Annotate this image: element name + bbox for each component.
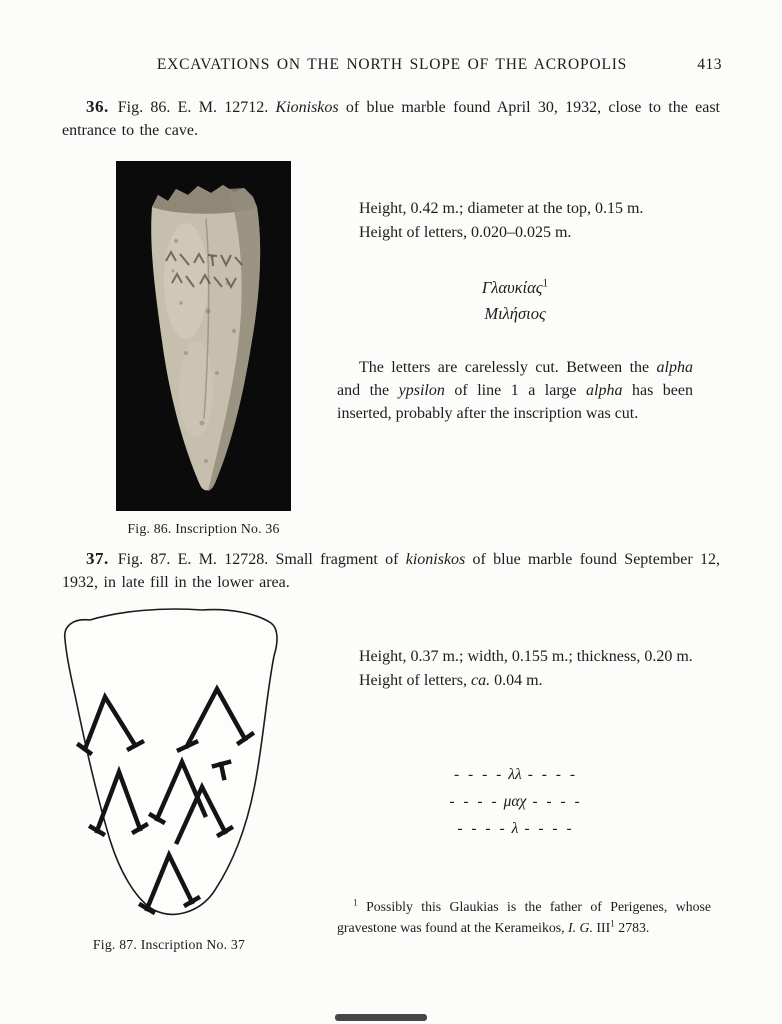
entry-37-intro xyxy=(62,548,720,594)
footnote-seg3: III xyxy=(592,919,611,935)
commentary-seg3: and the xyxy=(337,382,399,399)
dashes-right: - - - - xyxy=(527,766,576,783)
entry-37-inscription-text xyxy=(337,761,693,842)
figure-86 xyxy=(116,161,291,511)
fragment-line-3-greek: λ xyxy=(511,820,519,837)
inscription-line-1 xyxy=(337,275,693,301)
dashes-left: - - - - xyxy=(457,820,506,837)
footnote-1 xyxy=(337,897,711,938)
letters-height-post: 0.04 m. xyxy=(490,671,543,689)
fragment-line-2-greek: μαχ xyxy=(503,793,527,810)
entry-36-intro-pre: Fig. 86. E. M. 12712. xyxy=(117,99,276,116)
footnote-ig-italic: I. G. xyxy=(568,919,593,935)
fragment-line-1 xyxy=(337,761,693,788)
page-title: EXCAVATIONS ON THE NORTH SLOPE OF THE ACROPOLIS xyxy=(156,56,628,73)
commentary-seg6: alpha xyxy=(586,382,623,399)
entry-36-dimensions xyxy=(337,197,719,244)
inscription-line-2 xyxy=(337,301,693,327)
entry-37-number: 37. xyxy=(86,549,109,568)
fragment-line-2 xyxy=(337,788,693,815)
commentary-seg2: alpha xyxy=(656,359,693,376)
entry-37-intro-post: of blue marble found September 12, 1932, in late fill in the lower area. xyxy=(62,551,720,591)
entry-37-intro-pre: Fig. 87. E. M. 12728. Small fragment of xyxy=(117,551,406,568)
entry-37-dimensions-line1: Height, 0.37 m.; width, 0.155 m.; thickness, 0.20 m. xyxy=(359,648,693,665)
dashes-right: - - - - xyxy=(532,793,581,810)
fragment-drawing xyxy=(52,603,287,933)
entry-36-dimensions-line2: Height of letters, 0.020–0.025 m. xyxy=(359,223,572,241)
running-head xyxy=(62,56,722,74)
letters-height-pre: Height of letters, xyxy=(359,671,471,689)
dashes-left: - - - - xyxy=(449,793,498,810)
page-number: 413 xyxy=(697,56,722,73)
letters-height-circa: ca. xyxy=(470,671,491,689)
dashes-right: - - - - xyxy=(524,820,573,837)
inscription-line-1-text: Γλαυκίας xyxy=(481,278,543,297)
entry-36-intro-post: of blue marble found April 30, 1932, close to the east entrance to the cave. xyxy=(62,99,721,139)
figure-87-caption: Fig. 87. Inscription No. 37 xyxy=(92,937,246,952)
footnote-seg1: Possibly this Glaukias is the father of Perigenes, whose gravestone was found at the Kerameikos, xyxy=(337,899,711,935)
inscription-line-2-text: Μιλήσιος xyxy=(484,304,546,323)
entry-37-dimensions xyxy=(337,645,711,692)
entry-36-dimensions-line1: Height, 0.42 m.; diameter at the top, 0.15 m. xyxy=(359,200,644,217)
dashes-left: - - - - xyxy=(454,766,503,783)
commentary-seg4: ypsilon xyxy=(398,382,445,399)
scan-artifact xyxy=(335,1014,427,1021)
footnote-marker: 1 xyxy=(353,898,358,909)
entry-36-commentary xyxy=(337,356,693,425)
entry-37-intro-italic: kioniskos xyxy=(405,551,466,568)
entry-36-inscription-text xyxy=(337,275,693,327)
commentary-seg1: The letters are carelessly cut. Between the xyxy=(359,359,657,376)
footnote-reference: 1 xyxy=(542,277,549,290)
commentary-seg7: has been inserted, probably after the inscription was cut. xyxy=(337,382,694,422)
figure-87 xyxy=(52,603,287,933)
kioniskos-photo xyxy=(116,161,291,511)
footnote-seg4: 2783. xyxy=(614,919,650,935)
entry-36-number: 36. xyxy=(86,97,109,116)
figure-86-caption: Fig. 86. Inscription No. 36 xyxy=(127,521,280,536)
fragment-line-3 xyxy=(337,815,693,842)
commentary-seg5: of line 1 a large xyxy=(444,382,587,399)
footnote-volume-sup: 1 xyxy=(610,918,615,929)
entry-37-dimensions-line2 xyxy=(337,669,711,693)
fragment-line-1-greek: λλ xyxy=(508,766,522,783)
entry-36-intro-italic: Kioniskos xyxy=(275,99,339,116)
entry-36-intro xyxy=(62,96,720,142)
